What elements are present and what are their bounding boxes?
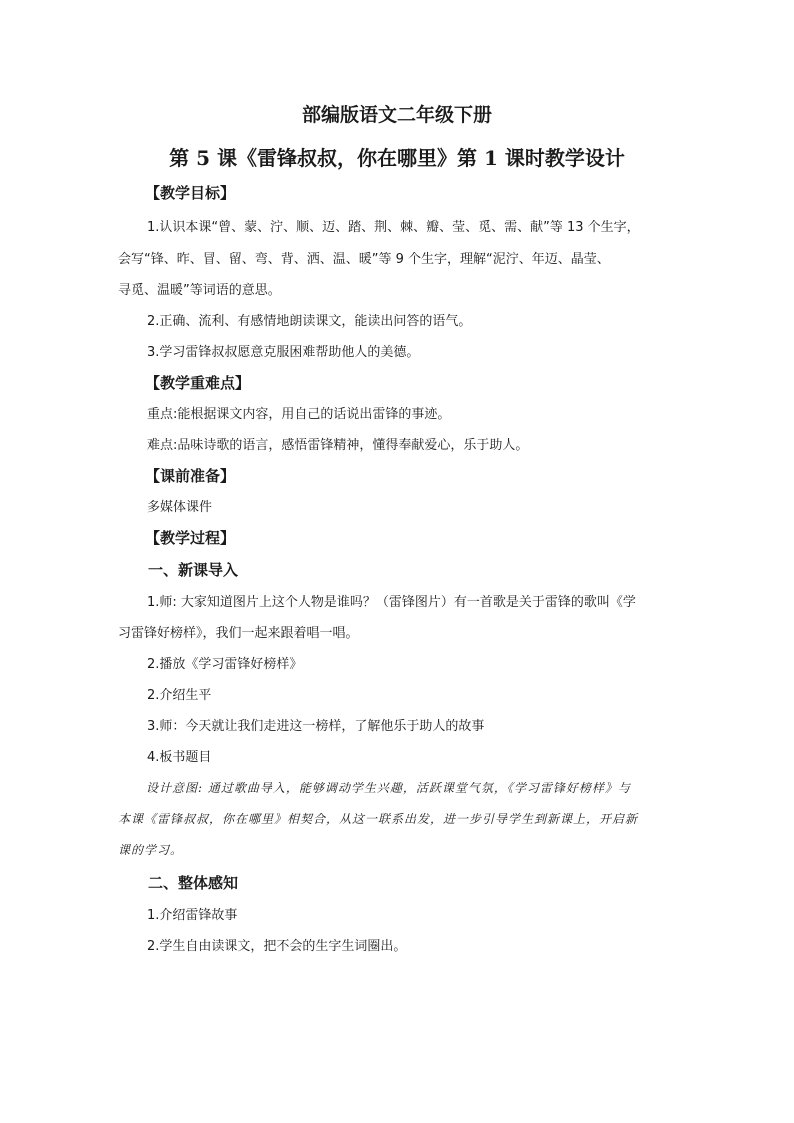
doc-title-line1: 部编版语文二年级下册	[301, 104, 492, 126]
design-intent-line: 本课《雷锋叔叔，你在哪里》相契合，从这一联系出发，进一步引导学生到新课上，开启新	[118, 812, 639, 826]
design-intent-line: 课的学习。	[118, 843, 184, 857]
section-heading-key-points: 【教学重难点】	[145, 374, 251, 392]
key-point-line: 重点:能根据课文内容，用自己的话说出雷锋的事迹。	[147, 407, 451, 422]
section-heading-process: 【教学过程】	[145, 529, 236, 547]
section-heading-goals: 【教学目标】	[145, 184, 236, 202]
process-line: 2.播放《学习雷锋好榜样》	[147, 657, 303, 672]
section-heading-preparation: 【课前准备】	[145, 467, 236, 485]
doc-title-line2: 第 5 课《雷锋叔叔，你在哪里》第 1 课时教学设计	[169, 146, 625, 170]
process-line: 4.板书题目	[147, 750, 212, 765]
process-line: 1.介绍雷锋故事	[147, 908, 238, 923]
goals-line: 寻觅、温暖”等词语的意思。	[118, 283, 281, 298]
goals-line: 3.学习雷锋叔叔愿意克服困难帮助他人的美德。	[147, 345, 420, 360]
preparation-line: 多媒体课件	[147, 500, 213, 515]
process-line: 2.介绍生平	[147, 688, 212, 703]
process-line: 2.学生自由读课文，把不会的生字生词圈出。	[147, 939, 407, 954]
design-intent-line: 设计意图: 通过歌曲导入，能够调动学生兴趣，活跃课堂气氛，《学习雷锋好榜样》与	[146, 781, 631, 795]
goals-line: 会写“锋、昨、冒、留、弯、背、洒、温、暖”等 9 个生字，理解“泥泞、年迈、晶莹、	[118, 252, 610, 267]
goals-line: 1.认识本课“曾、蒙、泞、顺、迈、踏、荆、棘、瓣、莹、觅、需、献”等 13 个生字，	[147, 220, 640, 235]
goals-line: 2.正确、流利、有感情地朗读课文，能读出问答的语气。	[147, 314, 472, 329]
process-line: 1.师: 大家知道图片上这个人物是谁吗？（雷锋图片）有一首歌是关于雷锋的歌叫《学	[147, 595, 636, 610]
key-point-line: 难点:品味诗歌的语言，感悟雷锋精神，懂得奉献爱心，乐于助人。	[147, 438, 529, 453]
process-part1-heading: 一、新课导入	[148, 561, 239, 579]
process-line: 习雷锋好榜样》，我们一起来跟着唱一唱。	[118, 626, 359, 641]
process-part2-heading: 二、整体感知	[148, 874, 239, 892]
process-line: 3.师：今天就让我们走进这一榜样，了解他乐于助人的故事	[147, 719, 485, 734]
